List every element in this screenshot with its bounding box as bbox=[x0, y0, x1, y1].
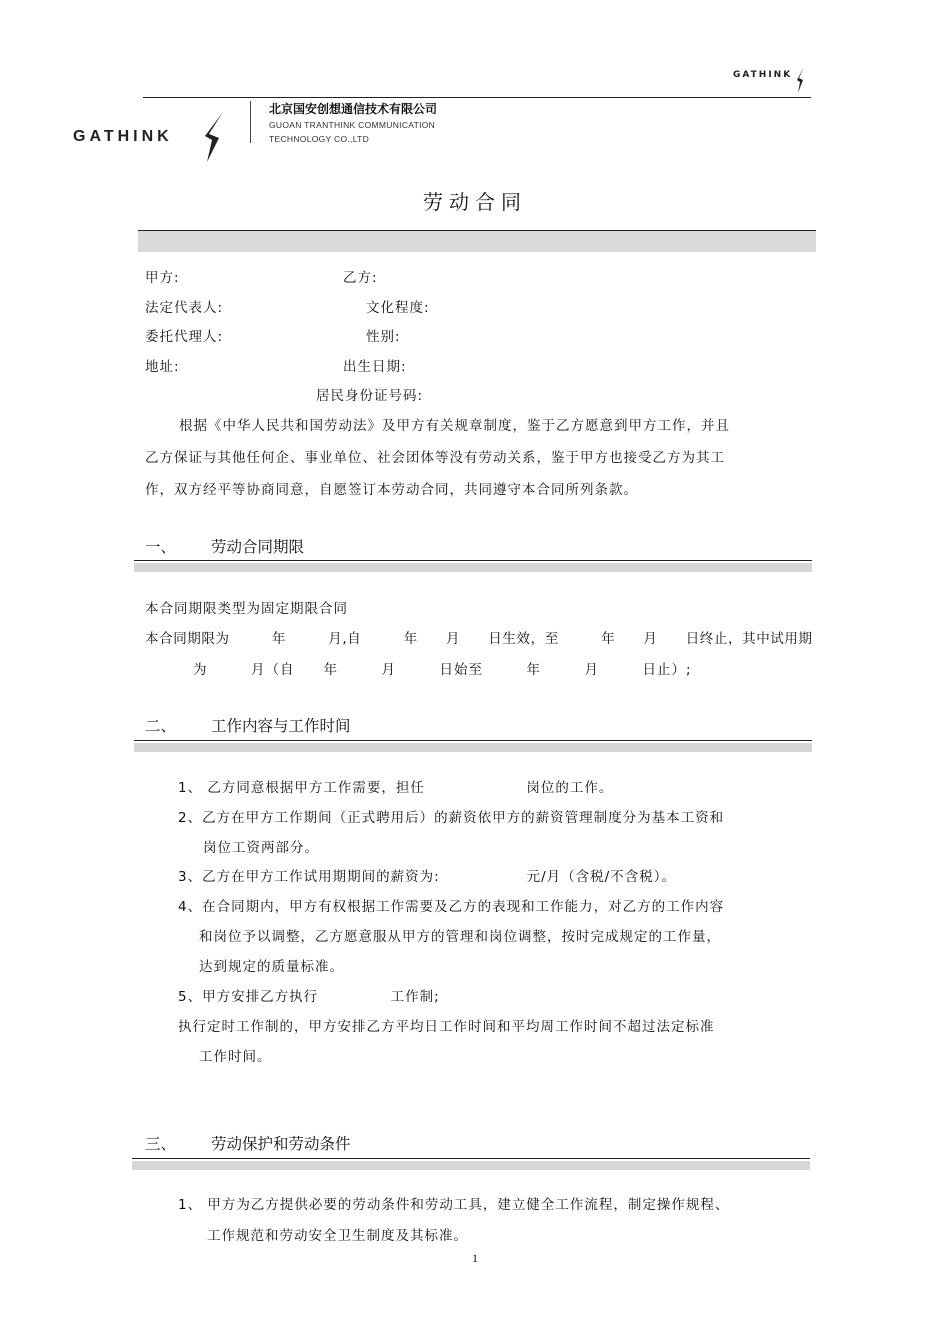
document-title: 劳动合同 bbox=[423, 190, 527, 214]
party-a-label: 甲方: bbox=[145, 270, 180, 286]
birth-date-label: 出生日期: bbox=[343, 359, 407, 375]
section-1-number: 一、 bbox=[145, 538, 177, 556]
section-2-band bbox=[134, 743, 812, 752]
title-band bbox=[138, 230, 816, 252]
legal-rep-label: 法定代表人: bbox=[145, 300, 224, 316]
section-1-band bbox=[134, 563, 812, 572]
intro-line-1: 根据《中华人民共和国劳动法》及甲方有关规章制度，鉴于乙方愿意到甲方工作，并且 bbox=[179, 418, 730, 434]
section-2-item-5: 5、甲方安排乙方执行 工作制; bbox=[178, 989, 440, 1005]
section-1-line-3: 为 月（自 年 月 日始至 年 月 日止）; bbox=[193, 662, 692, 678]
gender-label: 性别: bbox=[366, 329, 401, 345]
intro-line-3: 作，双方经平等协商同意，自愿签订本劳动合同，共同遵守本合同所列条款。 bbox=[145, 482, 638, 498]
brand-s-mark-icon bbox=[796, 66, 806, 94]
section-3-band bbox=[132, 1161, 810, 1170]
header-divider bbox=[250, 101, 251, 143]
id-number-label: 居民身份证号码: bbox=[316, 388, 424, 404]
company-name-en-line2: TECHNOLOGY CO.,LTD bbox=[269, 134, 370, 144]
section-2-number: 二、 bbox=[145, 717, 177, 735]
section-2-title: 工作内容与工作时间 bbox=[211, 717, 351, 735]
section-1-rule bbox=[134, 560, 812, 561]
intro-line-2: 乙方保证与其他任何企、事业单位、社会团体等没有劳动关系，鉴于甲方也接受乙方为其工 bbox=[145, 450, 725, 466]
header-small-logo: GATHINK bbox=[733, 70, 793, 80]
section-2-item-4-cont-1: 和岗位予以调整，乙方愿意服从甲方的管理和岗位调整，按时完成规定的工作量， bbox=[199, 929, 721, 945]
section-2-item-2: 2、乙方在甲方工作期间（正式聘用后）的薪资依甲方的薪资管理制度分为基本工资和 bbox=[178, 810, 725, 826]
section-1-line-2: 本合同期限为 年 月,自 年 月 日生效，至 年 月 日终止，其中试用期 bbox=[145, 631, 813, 647]
party-b-label: 乙方: bbox=[343, 270, 378, 286]
brand-logo-icon bbox=[203, 110, 227, 164]
company-name-en-line1: GUOAN TRANTHINK COMMUNICATION bbox=[269, 120, 436, 130]
section-1-line-1: 本合同期限类型为固定期限合同 bbox=[145, 601, 348, 617]
agent-label: 委托代理人: bbox=[145, 329, 224, 345]
page-number: 1 bbox=[472, 1251, 478, 1265]
header-rule bbox=[143, 97, 811, 98]
education-label: 文化程度: bbox=[366, 300, 430, 316]
section-1-title: 劳动合同期限 bbox=[211, 538, 305, 556]
section-3-item-1-cont: 工作规范和劳动安全卫生制度及其标准。 bbox=[207, 1228, 468, 1244]
address-label: 地址: bbox=[145, 359, 180, 375]
company-name-cn: 北京国安创想通信技术有限公司 bbox=[269, 102, 438, 116]
section-2-item-3: 3、乙方在甲方工作试用期期间的薪资为: 元/月（含税/不含税）。 bbox=[178, 869, 676, 885]
section-3-number: 三、 bbox=[145, 1135, 177, 1153]
section-2-item-1: 1、 乙方同意根据甲方工作需要，担任 岗位的工作。 bbox=[178, 780, 614, 796]
section-3-title: 劳动保护和劳动条件 bbox=[211, 1135, 351, 1153]
header-logo: GATHINK bbox=[73, 128, 173, 145]
section-2-item-2-cont: 岗位工资两部分。 bbox=[203, 840, 319, 856]
section-2-item-5-cont-1: 执行定时工作制的，甲方安排乙方平均日工作时间和平均周工作时间不超过法定标准 bbox=[178, 1019, 715, 1035]
section-2-rule bbox=[134, 740, 812, 741]
section-2-item-5-cont-2: 工作时间。 bbox=[199, 1049, 272, 1065]
section-2-item-4: 4、在合同期内，甲方有权根据工作需要及乙方的表现和工作能力，对乙方的工作内容 bbox=[178, 899, 725, 915]
section-2-item-4-cont-2: 达到规定的质量标准。 bbox=[199, 959, 344, 975]
section-3-rule bbox=[132, 1158, 810, 1159]
section-3-item-1: 1、 甲方为乙方提供必要的劳动条件和劳动工具，建立健全工作流程，制定操作规程、 bbox=[178, 1197, 730, 1213]
